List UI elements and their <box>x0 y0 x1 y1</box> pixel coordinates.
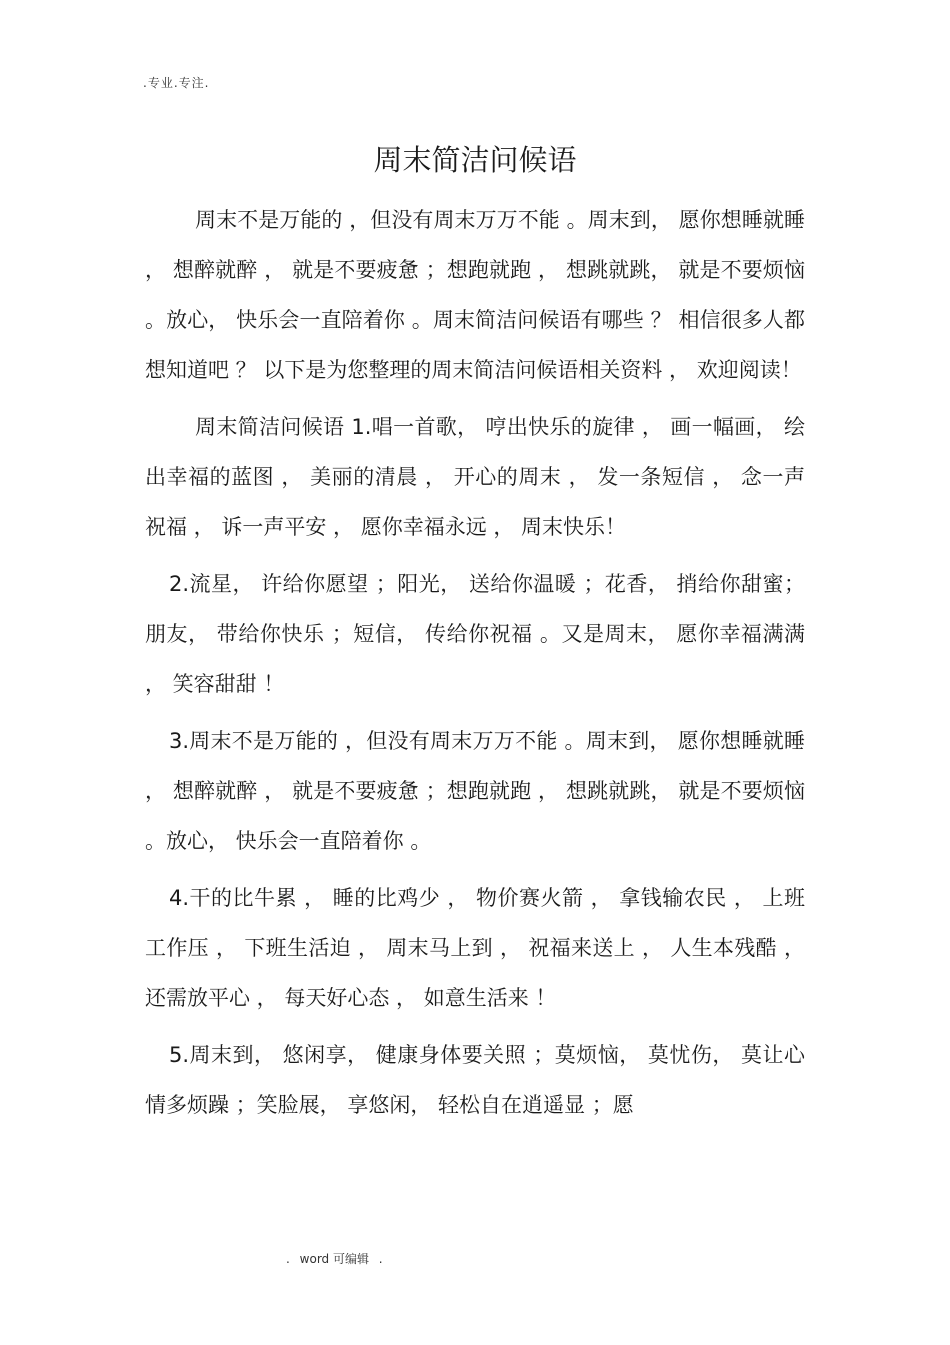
greeting-item-5: 5.周末到， 悠闲享， 健康身体要关照 ；莫烦恼， 莫忧伤， 莫让心情多烦躁 ；笑脸展， 享悠闲， 轻松自在逍遥显 ；愿 <box>145 1043 805 1117</box>
footer-text: word 可编辑 <box>299 1252 369 1266</box>
greeting-item-3: 3.周末不是万能的 ，但没有周末万万不能 。周末到， 愿你想睡就睡 ， 想醉就醉 ， 就是不要疲惫 ；想跑就跑 ， 想跳就跳， 就是不要烦恼 。放心， 快乐会一直陪着你 。 <box>145 729 805 853</box>
document-body <box>145 195 805 1137</box>
footer-suffix: . <box>378 1252 383 1266</box>
page-title: 周末简洁问候语 <box>373 143 577 177</box>
page-footer <box>280 1250 389 1267</box>
page-header: .专业.专注. <box>143 76 210 90</box>
greeting-item-4: 4.干的比牛累 ， 睡的比鸡少 ， 物价赛火箭 ， 拿钱输农民 ， 上班工作压 ， 下班生活迫 ， 周末马上到 ， 祝福来送上 ， 人生本残酷 ， 还需放平心 ， 每天好心态 ， 如意生活来 ！ <box>145 886 805 1010</box>
footer-prefix: . <box>286 1252 290 1266</box>
intro-paragraph: 周末不是万能的 ，但没有周末万万不能 。周末到， 愿你想睡就睡 ， 想醉就醉 ， 就是不要疲惫 ；想跑就跑 ， 想跳就跳， 就是不要烦恼 。放心， 快乐会一直陪着你 。周末简洁问候语有哪些 ？ 相信很多人都想知道吧 ？ 以下是为您整理的周末简洁问候语相关资料 ， 欢迎阅读！ <box>145 208 805 382</box>
greeting-item-2: 2.流星， 许给你愿望 ；阳光， 送给你温暖 ；花香， 捎给你甜蜜；朋友， 带给你快乐 ；短信， 传给你祝福 。又是周末， 愿你幸福满满 ， 笑容甜甜 ！ <box>145 572 805 696</box>
greeting-item-1: 周末简洁问候语 1.唱一首歌， 哼出快乐的旋律 ， 画一幅画， 绘出幸福的蓝图 ， 美丽的清晨 ， 开心的周末 ， 发一条短信 ， 念一声祝福 ， 诉一声平安 ， 愿你幸福永远 ， 周末快乐！ <box>145 415 805 539</box>
